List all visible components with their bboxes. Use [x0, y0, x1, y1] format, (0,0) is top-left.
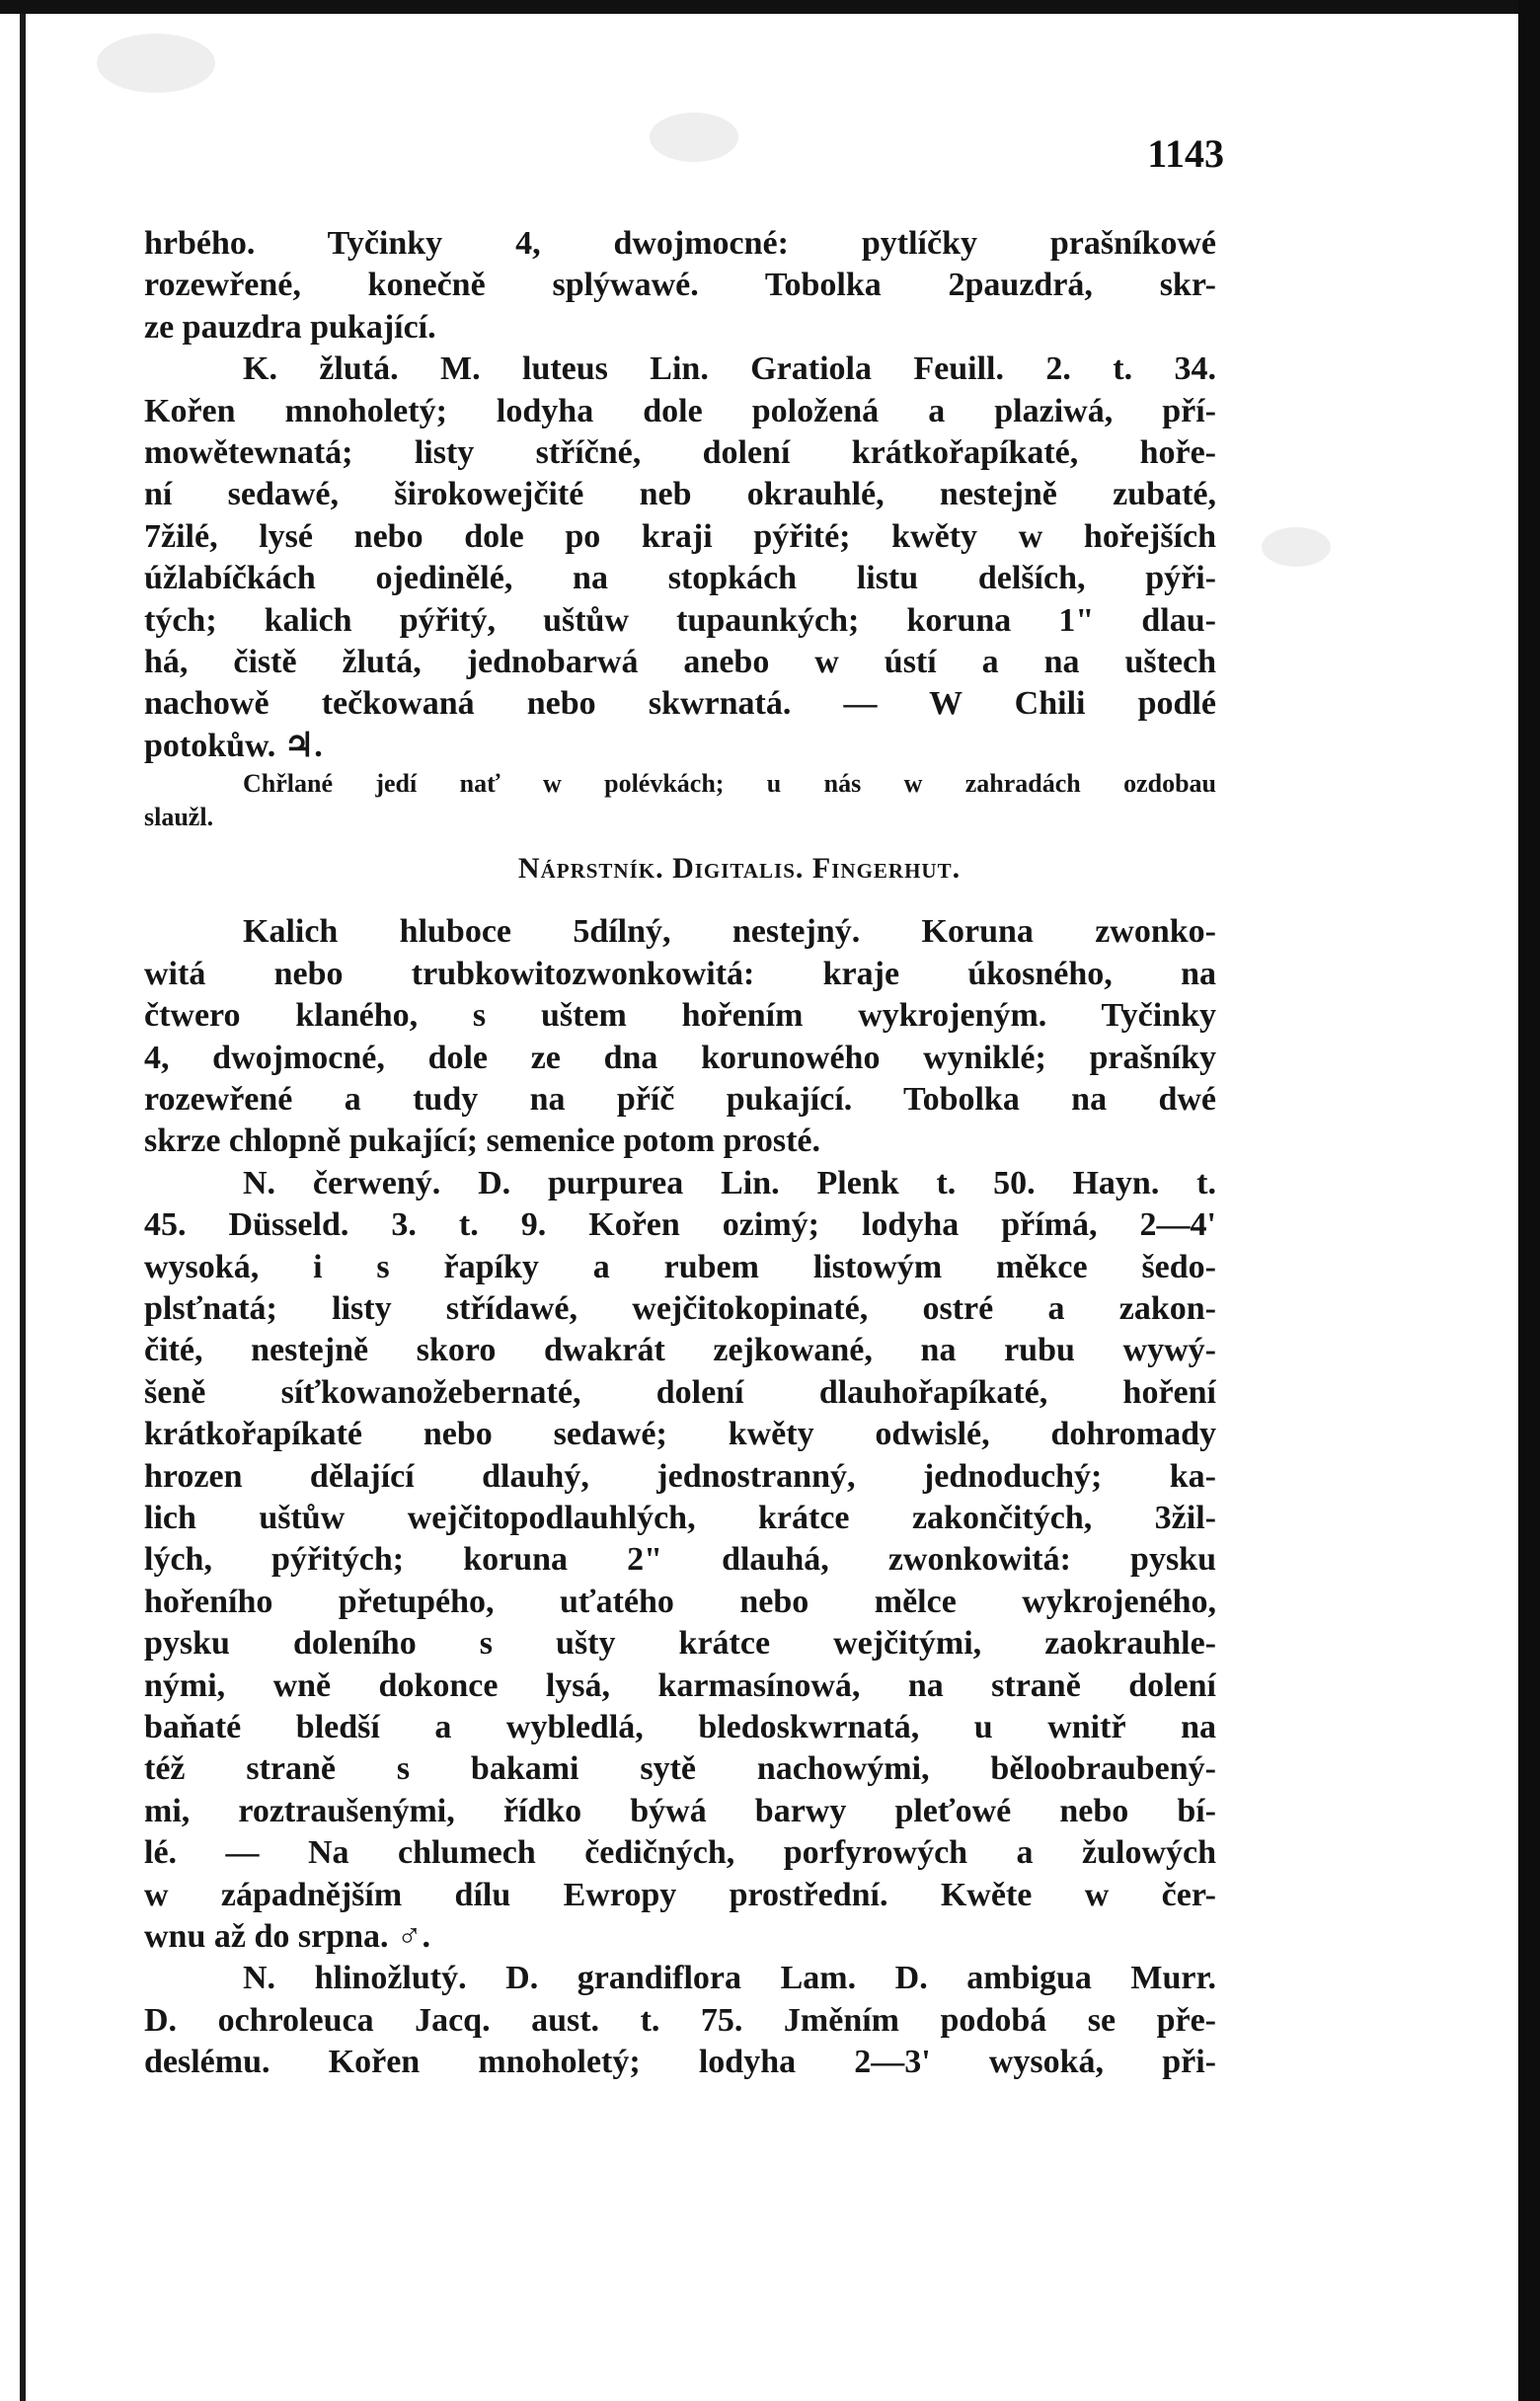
text-line: K. žlutá. M. luteus Lin. Gratiola Feuill. 2. t. 34. [243, 350, 1216, 388]
page-number: 1143 [1147, 131, 1224, 176]
text-line: rozewřené, konečně splýwawé. Tobolka 2pauzdrá, skr- [144, 267, 1216, 304]
text-line: též straně s bakami sytě nachowými, běloobraubený- [144, 1750, 1216, 1788]
text-line: nachowě tečkowaná nebo skwrnatá. — W Chili podlé [144, 685, 1216, 723]
page-text [144, 223, 1216, 2084]
text-line: witá nebo trubkowitozwonkowitá: kraje úkosného, na [144, 955, 1216, 992]
text-line: N. čerwený. D. purpurea Lin. Plenk t. 50. Hayn. t. [243, 1164, 1216, 1201]
species-entry-n-cerweny [144, 1163, 1216, 1959]
text-line: čtwero klaného, s uštem hořením wykrojeným. Tyčinky [144, 997, 1216, 1035]
text-line: hrozen dělající dlauhý, jednostranný, jednoduchý; ka- [144, 1457, 1216, 1495]
text-line: krátkořapíkaté nebo sedawé; kwěty odwislé, dohromady [144, 1416, 1216, 1453]
text-line: 4, dwojmocné, dole ze dna korunowého wyniklé; prašníky [144, 1039, 1216, 1076]
text-line: rozewřené a tudy na příč pukající. Tobolka na dwé [144, 1080, 1216, 1118]
paper-stain [97, 34, 215, 93]
paper-stain [1262, 527, 1331, 567]
scan-top-border [0, 0, 1540, 14]
text-line: deslému. Kořen mnoholetý; lodyha 2—3' wysoká, při- [144, 2044, 1216, 2081]
text-line: lich uštůw wejčitopodlauhlých, krátce zakončitých, 3žil- [144, 1499, 1216, 1536]
text-line: N. hlinožlutý. D. grandiflora Lam. D. ambigua Murr. [243, 1960, 1216, 1997]
text-line: w západnějším dílu Ewropy prostřední. Kwěte w čer- [144, 1876, 1216, 1913]
text-line: wysoká, i s řapíky a rubem listowým měkce šedo- [144, 1248, 1216, 1285]
text-line: wnu až do srpna. ♂. [144, 1918, 431, 1956]
genus-description [144, 911, 1216, 1162]
text-line: 45. Düsseld. 3. t. 9. Kořen ozimý; lodyha přímá, 2—4' [144, 1206, 1216, 1244]
text-line: tých; kalich pýřitý, uštůw tupaunkých; koruna 1" dlau- [144, 601, 1216, 639]
text-line: baňaté bledší a wybledlá, bledoskwrnatá, u wnitř na [144, 1709, 1216, 1745]
usage-note [144, 767, 1216, 834]
text-line: Kořen mnoholetý; lodyha dole položená a plaziwá, pří- [144, 392, 1216, 429]
text-line: čité, nestejně skoro dwakrát zejkowané, na rubu wywý- [144, 1332, 1216, 1369]
text-line: D. ochroleuca Jacq. aust. t. 75. Jměním podobá se pře- [144, 2001, 1216, 2039]
text-line: mi, roztraušenými, řídko býwá barwy pleťowé nebo bí- [144, 1792, 1216, 1829]
species-entry-k-zluta [144, 349, 1216, 767]
text-line: skrze chlopně pukající; semenice potom prosté. [144, 1123, 820, 1160]
scan-left-edge [20, 14, 26, 2401]
text-line: úžlabíčkách ojedinělé, na stopkách listu delších, pýři- [144, 560, 1216, 597]
text-line: pysku doleního s ušty krátce wejčitými, zaokrauhle- [144, 1625, 1216, 1663]
text-line: potokůw. ♃. [144, 727, 323, 764]
text-line: slaužl. [144, 803, 214, 832]
text-line: mowětewnatá; listy stříčné, dolení krátkořapíkaté, hoře- [144, 434, 1216, 472]
genus-heading: Náprstník. Digitalis. Fingerhut. [517, 852, 962, 886]
text-line: ze pauzdra pukající. [144, 308, 436, 346]
text-line: hrbého. Tyčinky 4, dwojmocné: pytlíčky prašníkowé [144, 225, 1216, 262]
paper-stain [650, 113, 738, 162]
text-line: há, čistě žlutá, jednobarwá anebo w ústí a na uštech [144, 644, 1216, 681]
scan-right-edge [1518, 0, 1540, 2401]
species-entry-n-hlinozluty [144, 1958, 1216, 2083]
text-line: 7žilé, lysé nebo dole po kraji pýřité; kwěty w hořejších [144, 517, 1216, 555]
text-line: plsťnatá; listy střídawé, wejčitokopinaté, ostré a zakon- [144, 1289, 1216, 1327]
text-line: Chřlané jedí nať w polévkách; u nás w zahradách ozdobau [243, 769, 1216, 799]
text-line: nými, wně dokonce lysá, karmasínowá, na straně dolení [144, 1666, 1216, 1704]
paragraph-continuation [144, 223, 1216, 349]
text-line: lých, pýřitých; koruna 2" dlauhá, zwonkowitá: pysku [144, 1541, 1216, 1579]
text-line: lé. — Na chlumech čedičných, porfyrowých a žulowých [144, 1834, 1216, 1872]
text-line: ní sedawé, širokowejčité neb okrauhlé, nestejně zubaté, [144, 476, 1216, 513]
text-line: hořeního přetupého, uťatého nebo mělce wykrojeného, [144, 1583, 1216, 1620]
text-line: Kalich hluboce 5dílný, nestejný. Koruna zwonko- [243, 913, 1216, 951]
text-line: šeně síťkowanožebernaté, dolení dlauhořapíkaté, hoření [144, 1373, 1216, 1411]
